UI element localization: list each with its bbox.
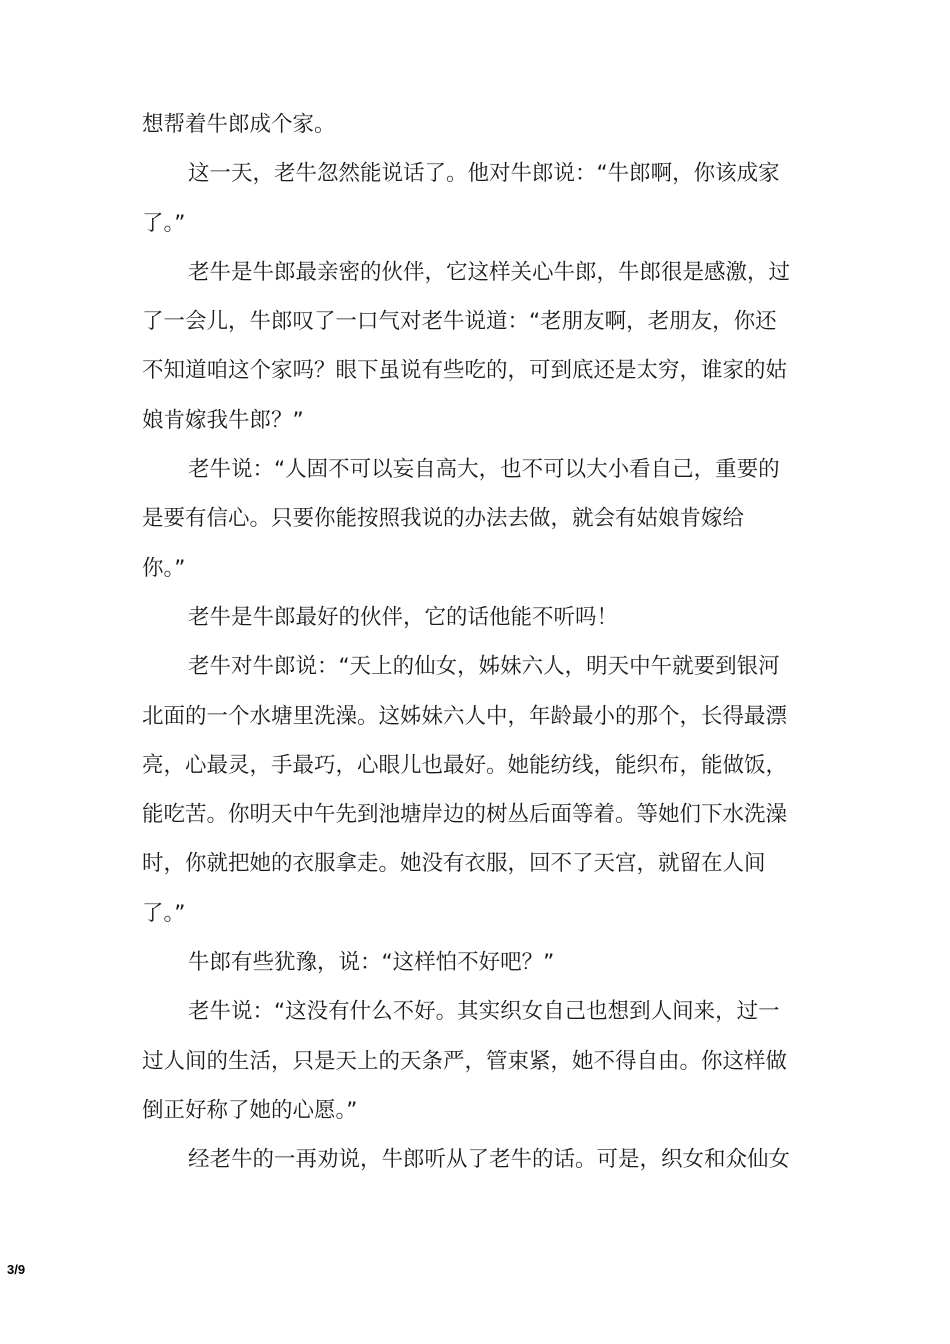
text-line: 老牛对牛郎说：“天上的仙女，姊妹六人，明天中午就要到银河 — [188, 654, 780, 680]
text-line: 能吃苦。你明天中午先到池塘岸边的树丛后面等着。等她们下水洗澡 — [142, 802, 788, 828]
text-line: 想帮着牛郎成个家。 — [142, 112, 336, 137]
text-line: 牛郎有些犹豫，说：“这样怕不好吧？” — [188, 950, 555, 976]
text-line: 老牛说：“这没有什么不好。其实织女自己也想到人间来，过一 — [188, 999, 780, 1025]
text-line: 这一天，老牛忽然能说话了。他对牛郎说：“牛郎啊，你该成家 — [188, 161, 780, 187]
text-line: 了。” — [142, 210, 186, 236]
body-text — [142, 100, 814, 1185]
text-line: 北面的一个水塘里洗澡。这姊妹六人中，年龄最小的那个，长得最漂 — [142, 703, 788, 729]
text-line: 老牛说：“人固不可以妄自高大，也不可以大小看自己，重要的 — [188, 457, 780, 483]
text-line: 娘肯嫁我牛郎？” — [142, 407, 304, 433]
text-line: 过人间的生活，只是天上的天条严，管束紧，她不得自由。你这样做 — [142, 1048, 788, 1074]
text-line: 老牛是牛郎最好的伙伴，它的话他能不听吗！ — [188, 604, 619, 630]
text-line: 不知道咱这个家吗？眼下虽说有些吃的，可到底还是太穷，谁家的姑 — [142, 358, 788, 384]
text-line: 老牛是牛郎最亲密的伙伴，它这样关心牛郎，牛郎很是感激，过 — [188, 259, 791, 285]
page-number: 3/9 — [7, 1262, 26, 1277]
text-line: 了。” — [142, 900, 186, 926]
text-line: 是要有信心。只要你能按照我说的办法去做，就会有姑娘肯嫁给 — [142, 506, 745, 532]
text-line: 你。” — [142, 555, 186, 581]
text-line: 了一会儿，牛郎叹了一口气对老牛说道：“老朋友啊，老朋友，你还 — [142, 309, 777, 335]
text-line: 时，你就把她的衣服拿走。她没有衣服，回不了天宫，就留在人间 — [142, 851, 766, 877]
text-line: 倒正好称了她的心愿。” — [142, 1097, 358, 1123]
text-line: 亮，心最灵，手最巧，心眼儿也最好。她能纺线，能织布，能做饭， — [142, 752, 788, 778]
text-line: 经老牛的一再劝说，牛郎听从了老牛的话。可是，织女和众仙女 — [188, 1147, 791, 1173]
